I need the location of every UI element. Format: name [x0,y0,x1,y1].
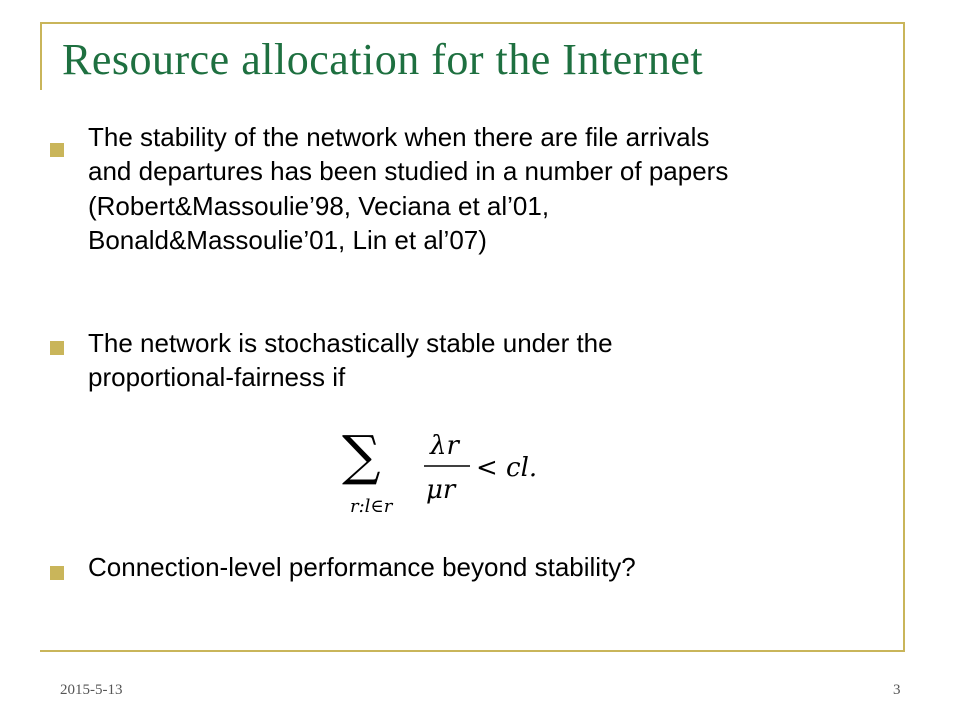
bullet-2-line-2: proportional-fairness if [88,362,346,393]
formula-relation: < cl. [476,453,538,483]
bullet-1-line-4: Bonald&Massoulie’01, Lin et al’07) [88,224,487,255]
bullet-text-1 [88,120,728,257]
frame-top-line [40,22,904,24]
footer-page-number: 3 [893,682,901,698]
bullet-text-2 [88,326,613,395]
bullet-1-line-1: The stability of the network when there are file arrivals [88,122,710,152]
frame-bottom-line [40,650,904,652]
bullet-1-line-3: (Robert&Massoulie’98, Veciana et al’01, [88,190,550,221]
bullet-3-line-1: Connection-level performance beyond stability? [88,552,636,582]
footer-date: 2015-5-13 [60,682,123,698]
bullet-text-3 [88,550,636,584]
frame-left-line [40,22,42,90]
formula-numerator: λr [430,431,459,461]
stability-formula [330,412,570,522]
bullet-1-line-2: and departures has been studied in a number of papers [88,156,729,187]
bullet-marker-1 [50,143,64,157]
bullet-marker-2 [50,341,64,355]
frame-right-line [903,22,905,652]
bullet-marker-3 [50,566,64,580]
slide-title: Resource allocation for the Internet [62,35,704,84]
formula-sum-symbol: ∑ [342,424,381,487]
formula-denominator: μr [426,475,456,505]
formula-subscript: r:l∈r [350,496,393,517]
bullet-2-line-1: The network is stochastically stable under the [88,328,613,358]
